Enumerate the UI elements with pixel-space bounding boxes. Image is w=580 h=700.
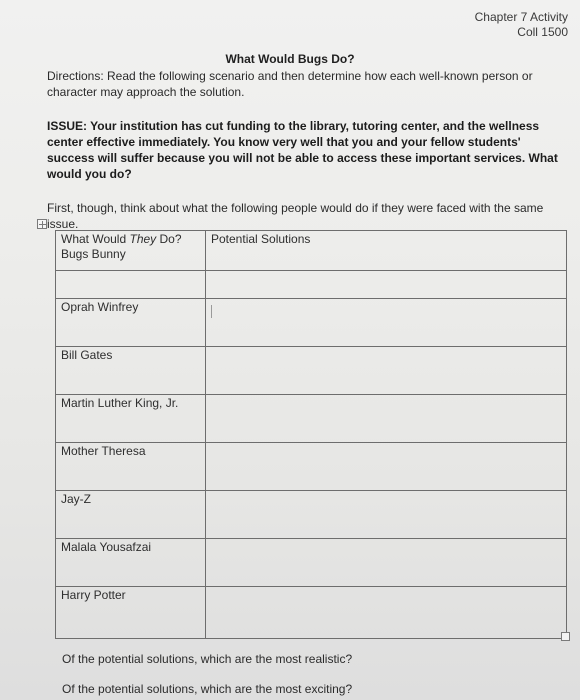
chapter-label: Chapter 7 Activity <box>474 10 568 24</box>
solution-cell[interactable] <box>206 443 567 491</box>
solution-cell[interactable] <box>206 587 567 639</box>
table-resize-handle-icon[interactable] <box>561 632 570 641</box>
solutions-table <box>55 230 567 638</box>
table-cell[interactable] <box>206 231 567 271</box>
table-move-handle-icon[interactable] <box>37 219 47 229</box>
question-realistic: Of the potential solutions, which are the most realistic? <box>62 652 353 666</box>
column-header-people: What Would They Do? <box>61 232 182 246</box>
solution-cell[interactable] <box>206 271 567 299</box>
person-name-cell[interactable]: Mother Theresa <box>56 443 206 491</box>
table-cell[interactable] <box>56 271 206 299</box>
person-name: Bugs Bunny <box>61 247 126 261</box>
table-cell[interactable] <box>56 231 206 271</box>
person-name-cell[interactable]: Bill Gates <box>56 347 206 395</box>
activity-title: What Would Bugs Do? <box>225 52 355 66</box>
solution-cell[interactable] <box>206 395 567 443</box>
first-instruction: First, though, think about what the following people would do if they were faced with the same issue. <box>47 201 544 231</box>
solution-cell[interactable] <box>206 299 567 347</box>
issue-text: ISSUE: Your institution has cut funding to the library, tutoring center, and the wellness center effective immediately. You know very well that you and your fellow students' success will suffer because you will not be able to access these important services. What would you do? <box>47 119 558 181</box>
question-exciting: Of the potential solutions, which are the most exciting? <box>62 682 353 696</box>
person-name-cell[interactable]: Jay-Z <box>56 491 206 539</box>
directions-text: Directions: Read the following scenario and then determine how each well-known person or character may approach the solution. <box>47 69 533 99</box>
text-cursor <box>211 305 212 318</box>
solution-cell[interactable] <box>206 539 567 587</box>
person-name-cell[interactable]: Malala Yousafzai <box>56 539 206 587</box>
person-name-cell[interactable]: Harry Potter <box>56 587 206 639</box>
person-name-cell[interactable]: Martin Luther King, Jr. <box>56 395 206 443</box>
solution-cell[interactable] <box>206 491 567 539</box>
page-header <box>475 10 568 40</box>
column-header-solutions: Potential Solutions <box>211 232 311 246</box>
course-label: Coll 1500 <box>517 25 568 39</box>
person-name-cell[interactable]: Oprah Winfrey <box>56 299 206 347</box>
solution-cell[interactable] <box>206 347 567 395</box>
